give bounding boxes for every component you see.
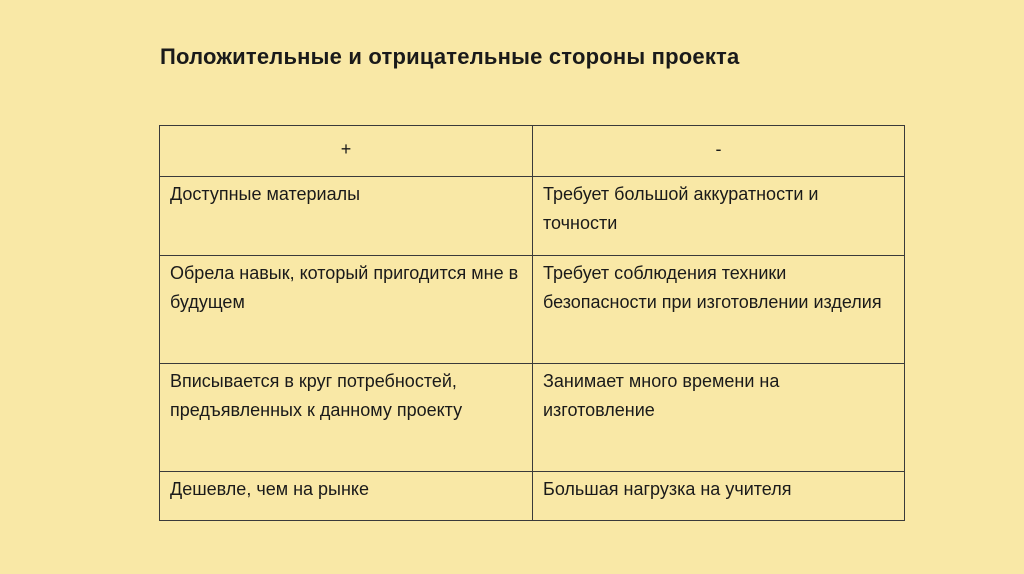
- header-cons: -: [533, 126, 905, 177]
- cons-cell: Требует большой аккуратности и точности: [533, 177, 905, 256]
- slide-title: Положительные и отрицательные стороны проекта: [160, 44, 740, 69]
- table-row: [160, 177, 905, 256]
- table-row: [160, 364, 905, 472]
- pros-cons-table: [159, 125, 905, 521]
- pros-cell: Обрела навык, который пригодится мне в будущем: [160, 256, 533, 364]
- pros-cell: Доступные материалы: [160, 177, 533, 256]
- header-pros: +: [160, 126, 533, 177]
- pros-cell: Вписывается в круг потребностей, предъявленных к данному проекту: [160, 364, 533, 472]
- cons-cell: Требует соблюдения техники безопасности при изготовлении изделия: [533, 256, 905, 364]
- table-row: [160, 472, 905, 521]
- table-row: [160, 256, 905, 364]
- cons-cell: Большая нагрузка на учителя: [533, 472, 905, 521]
- pros-cell: Дешевле, чем на рынке: [160, 472, 533, 521]
- table-header-row: [160, 126, 905, 177]
- cons-cell: Занимает много времени на изготовление: [533, 364, 905, 472]
